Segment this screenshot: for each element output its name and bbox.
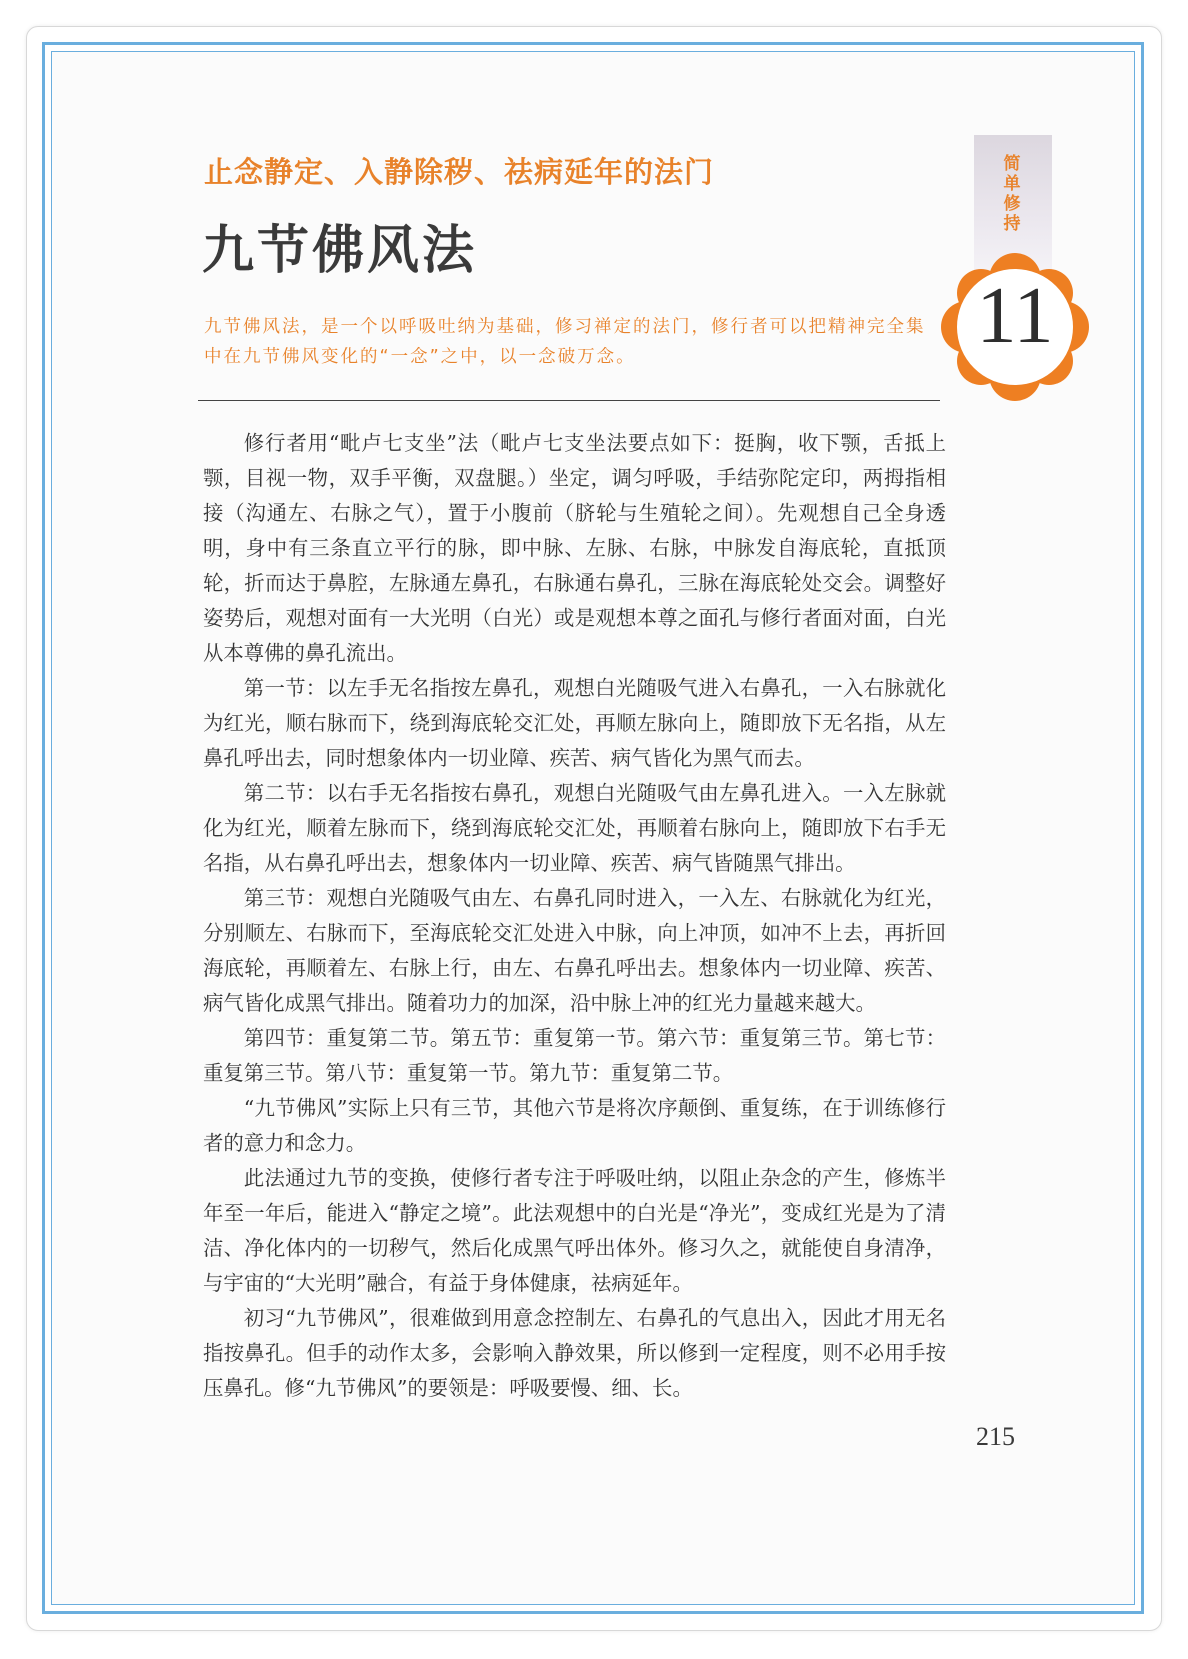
paragraph: 此法通过九节的变换，使修行者专注于呼吸吐纳，以阻止杂念的产生，修炼半年至一年后，能进入“静定之境”。此法观想中的白光是“净光”，变成红光是为了清洁、净化体内的一切秽气，然后化成黑气呼出体外。修习久之，就能使自身清净，与宇宙的“大光明”融合，有益于身体健康，祛病延年。 <box>203 1166 946 1295</box>
paragraph: 第四节：重复第二节。第五节：重复第一节。第六节：重复第三节。第七节：重复第三节。第八节：重复第一节。第九节：重复第二节。 <box>203 1026 946 1085</box>
chapter-subtitle: 止念静定、入静除秽、祛病延年的法门 <box>204 155 715 189</box>
paragraph: “九节佛风”实际上只有三节，其他六节是将次序颠倒、重复练，在于训练修行者的意力和念力。 <box>203 1096 946 1155</box>
paragraph: 第二节：以右手无名指按右鼻孔，观想白光随吸气由左鼻孔进入。一入左脉就化为红光，顺着左脉而下，绕到海底轮交汇处，再顺着右脉向上，随即放下右手无名指，从右鼻孔呼出去，想象体内一切业障、疾苦、病气皆随黑气排出。 <box>203 781 946 875</box>
paragraph: 修行者用“毗卢七支坐”法（毗卢七支坐法要点如下：挺胸，收下颚，舌抵上颚，目视一物，双手平衡，双盘腿。）坐定，调匀呼吸，手结弥陀定印，两拇指相接（沟通左、右脉之气），置于小腹前（脐轮与生殖轮之间）。先观想自己全身透明，身中有三条直立平行的脉，即中脉、左脉、右脉，中脉发自海底轮，直抵顶轮，折而达于鼻腔，左脉通左鼻孔，右脉通右鼻孔，三脉在海底轮处交会。调整好姿势后，观想对面有一大光明（白光）或是观想本尊之面孔与修行者面对面，白光从本尊佛的鼻孔流出。 <box>203 431 946 665</box>
paragraph: 第一节：以左手无名指按左鼻孔，观想白光随吸气进入右鼻孔，一入右脉就化为红光，顺右脉而下，绕到海底轮交汇处，再顺左脉向上，随即放下无名指，从左鼻孔呼出去，同时想象体内一切业障、疾苦、病气皆化为黑气而去。 <box>203 676 946 770</box>
chapter-number: 11 <box>976 272 1054 360</box>
divider-line <box>198 400 940 401</box>
page-number: 215 <box>976 1422 1015 1451</box>
chapter-intro: 九节佛风法，是一个以呼吸吐纳为基础，修习禅定的法门，修行者可以把精神完全集中在九节佛风变化的“一念”之中，以一念破万念。 <box>204 317 926 367</box>
side-tab-label: 简单修持 <box>1003 154 1021 234</box>
paragraph: 初习“九节佛风”，很难做到用意念控制左、右鼻孔的气息出入，因此才用无名指按鼻孔。但手的动作太多，会影响入静效果，所以修到一定程度，则不必用手按压鼻孔。修“九节佛风”的要领是：呼吸要慢、细、长。 <box>203 1306 946 1400</box>
body-text <box>203 426 946 1406</box>
chapter-title: 九节佛风法 <box>202 220 478 281</box>
paragraph: 第三节：观想白光随吸气由左、右鼻孔同时进入，一入左、右脉就化为红光，分别顺左、右脉而下，至海底轮交汇处进入中脉，向上冲顶，如冲不上去，再折回海底轮，再顺着左、右脉上行，由左、右鼻孔呼出去。想象体内一切业障、疾苦、病气皆化成黑气排出。随着功力的加深，沿中脉上冲的红光力量越来越大。 <box>203 886 946 1015</box>
